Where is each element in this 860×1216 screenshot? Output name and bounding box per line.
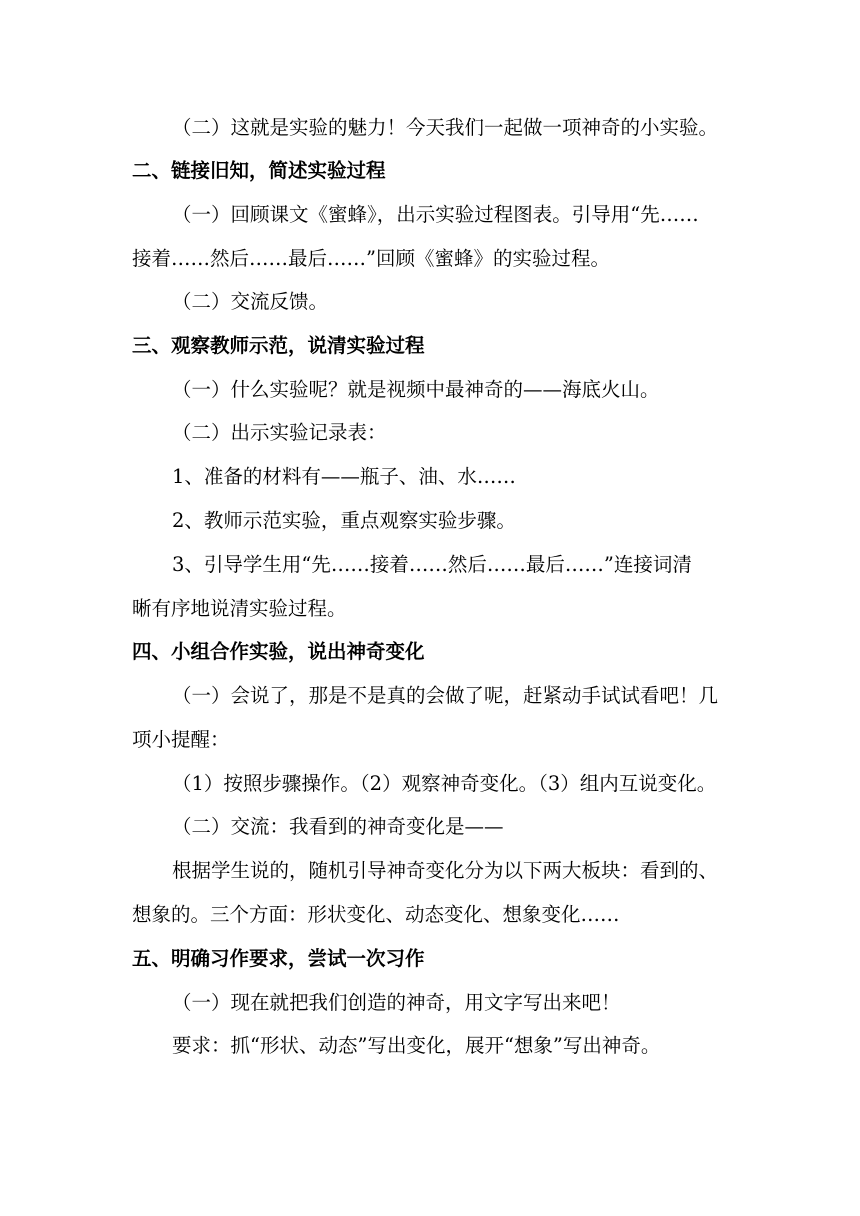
paragraph-5-1: （一）现在就把我们创造的神奇，用文字写出来吧！ xyxy=(172,991,621,1014)
paragraph-2-1-line-1: （一）回顾课文《蜜蜂》，出示实验过程图表。引导用“先…… xyxy=(172,203,699,226)
list-item-3-2: 2、教师示范实验，重点观察实验步骤。 xyxy=(172,509,516,532)
paragraph-4-tips: （1）按照步骤操作。（2）观察神奇变化。（3）组内互说变化。 xyxy=(172,772,717,795)
paragraph-2-1-line-2: 接着……然后……最后……”回顾《蜜蜂》的实验过程。 xyxy=(132,247,610,270)
paragraph-3-1: （一）什么实验呢？就是视频中最神奇的——海底火山。 xyxy=(172,378,660,401)
paragraph-4-1-line-1: （一）会说了，那是不是真的会做了呢，赶紧动手试试看吧！几 xyxy=(172,684,719,707)
paragraph-4-1-line-2: 项小提醒： xyxy=(132,728,230,751)
section-heading-4: 四、小组合作实验，说出神奇变化 xyxy=(132,640,425,663)
list-item-3-3-line-1: 3、引导学生用“先……接着……然后……最后……”连接词清 xyxy=(172,553,692,576)
paragraph-4-2: （二）交流：我看到的神奇变化是—— xyxy=(172,815,504,838)
paragraph-3-2: （二）出示实验记录表： xyxy=(172,421,387,444)
section-heading-3: 三、观察教师示范，说清实验过程 xyxy=(132,334,425,357)
paragraph-4-3-line-1: 根据学生说的，随机引导神奇变化分为以下两大板块：看到的、 xyxy=(172,859,719,882)
paragraph-2-2: （二）这就是实验的魅力！今天我们一起做一项神奇的小实验。 xyxy=(172,116,719,139)
paragraph-5-requirement: 要求：抓“形状、动态”写出变化，展开“想象”写出神奇。 xyxy=(172,1034,661,1057)
paragraph-4-3-line-2: 想象的。三个方面：形状变化、动态变化、想象变化…… xyxy=(132,903,620,926)
paragraph-2-2-feedback: （二）交流反馈。 xyxy=(172,290,329,313)
list-item-3-1: 1、准备的材料有——瓶子、油、水…… xyxy=(172,465,516,488)
list-item-3-3-line-2: 晰有序地说清实验过程。 xyxy=(132,597,347,620)
section-heading-2: 二、链接旧知，简述实验过程 xyxy=(132,159,386,182)
section-heading-5: 五、明确习作要求，尝试一次习作 xyxy=(132,947,425,970)
